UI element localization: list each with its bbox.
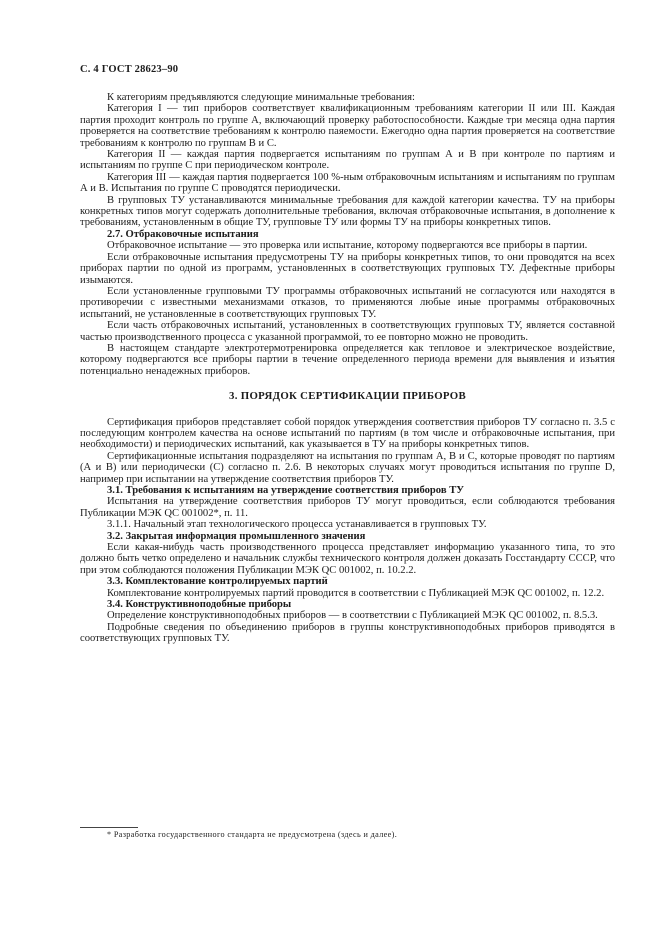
paragraph: Если установленные групповыми ТУ программы отбраковочных испытаний не согласуются или находятся в противоречии с известными механизмами отказов, то применяются любые иные программы отбраковочных испытаний, не установленные в соответствующих групповых ТУ. <box>80 285 615 320</box>
paragraph: Если часть отбраковочных испытаний, установленных в соответствующих групповых ТУ, является составной частью производственного процесса с указанной программой, то ее повторно можно не проводить. <box>80 320 615 343</box>
section-heading: 3. ПОРЯДОК СЕРТИФИКАЦИИ ПРИБОРОВ <box>229 390 466 403</box>
paragraph: 3.1.1. Начальный этап технологического процесса устанавливается в групповых ТУ. <box>107 519 487 531</box>
paragraph: Сертификационные испытания подразделяют на испытания по группам А, В и С, которые проводят по партиям (А и В) или периодически (С) согласно п. 2.6. В некоторых случаях могут проводиться испытания по группе D, например при испытании на утверждение соответствия приборов ТУ. <box>80 450 615 485</box>
paragraph: В настоящем стандарте электротермотренировка определяется как тепловое и электрическое воздействие, которому подвергаются все приборы партии в течение определенного периода времени для выявления и изъятия потенциально ненадежных приборов. <box>80 342 615 377</box>
subsection-heading: 2.7. Отбраковочные испытания <box>107 228 259 240</box>
paragraph: К категориям предъявляются следующие минимальные требования: <box>107 92 415 103</box>
document-body <box>80 92 615 645</box>
page-header: С. 4 ГОСТ 28623–90 <box>80 64 179 75</box>
subsection-heading: 3.3. Комплектование контролируемых партий <box>107 576 328 588</box>
paragraph: Определение конструктивноподобных приборов — в соответствии с Публикацией МЭК QC 001002, п. 8.5.3. <box>107 610 598 622</box>
subsection-heading: 3.1. Требования к испытаниям на утверждение соответствия приборов ТУ <box>107 485 465 496</box>
footnote-separator <box>80 827 138 828</box>
paragraph: Категория I — тип приборов соответствует квалификационным требованиям категории II или III. Каждая партия проходит контроль по группе А, включающий проверку работоспособности. Каждые три месяца одна партия проверяется на соответствие требованиям к контролю паяемости. Ежегодно одна партия проверяется на соответствие требованиям к контролю по группам В и С. <box>80 103 615 149</box>
paragraph: В групповых ТУ устанавливаются минимальные требования для каждой категории качества. ТУ на приборы конкретных типов могут содержать дополнительные требования, включая отбраковочные испытания, в дополнение к требованиям, установленным в общие ТУ, групповые ТУ или формы ТУ на приборы конкретных типов. <box>80 194 615 229</box>
paragraph: Подробные сведения по объединению приборов в группы конструктивноподобных приборов приводятся в соответствующих групповых ТУ. <box>80 621 615 645</box>
paragraph: Категория II — каждая партия подвергается испытаниям по группам А и В при контроле по партиям и испытаниям по группе С при периодическом контроле. <box>80 149 615 172</box>
paragraph: Сертификация приборов представляет собой порядок утверждения соответствия приборов ТУ согласно п. 3.5 с последующим контролем качества на основе испытаний по партиям (в том числе и отбраковочные испытания, при необходимости) и периодических испытаний, как указывается в ТУ на приборы конкретных типов. <box>80 416 615 451</box>
paragraph: Если отбраковочные испытания предусмотрены ТУ на приборы конкретных типов, то они проводятся на всех приборах партии по одной из программ, установленных в соответствующих групповых ТУ. Дефектные приборы изымаются. <box>80 251 615 286</box>
paragraph: Если какая-нибудь часть производственного процесса представляет информацию указанного типа, то это должно быть четко определено и начальник службы технического контроля должен доказать Госстандарту СССР, что при этом соблюдаются положения Публикации МЭК QC 001002, п. 10.2.2. <box>80 542 615 576</box>
paragraph: Отбраковочное испытание — это проверка или испытание, которому подвергаются все приборы в партии. <box>107 240 588 252</box>
paragraph: Испытания на утверждение соответствия приборов ТУ могут проводиться, если соблюдаются требования Публикации МЭК QC 001002*, п. 11. <box>80 496 615 519</box>
paragraph: Комплектование контролируемых партий проводится в соответствии с Публикацией МЭК QC 001002, п. 12.2. <box>107 587 605 599</box>
paragraph: Категория III — каждая партия подвергается 100 %-ным отбраковочным испытаниям и испытаниям по группам А и В. Испытания по группе С проводятся периодически. <box>80 171 615 195</box>
footnote: * Разработка государственного стандарта не предусмотрена (здесь и далее). <box>107 830 398 839</box>
subsection-heading: 3.4. Конструктивноподобные приборы <box>107 599 292 611</box>
subsection-heading: 3.2. Закрытая информация промышленного значения <box>107 530 366 542</box>
